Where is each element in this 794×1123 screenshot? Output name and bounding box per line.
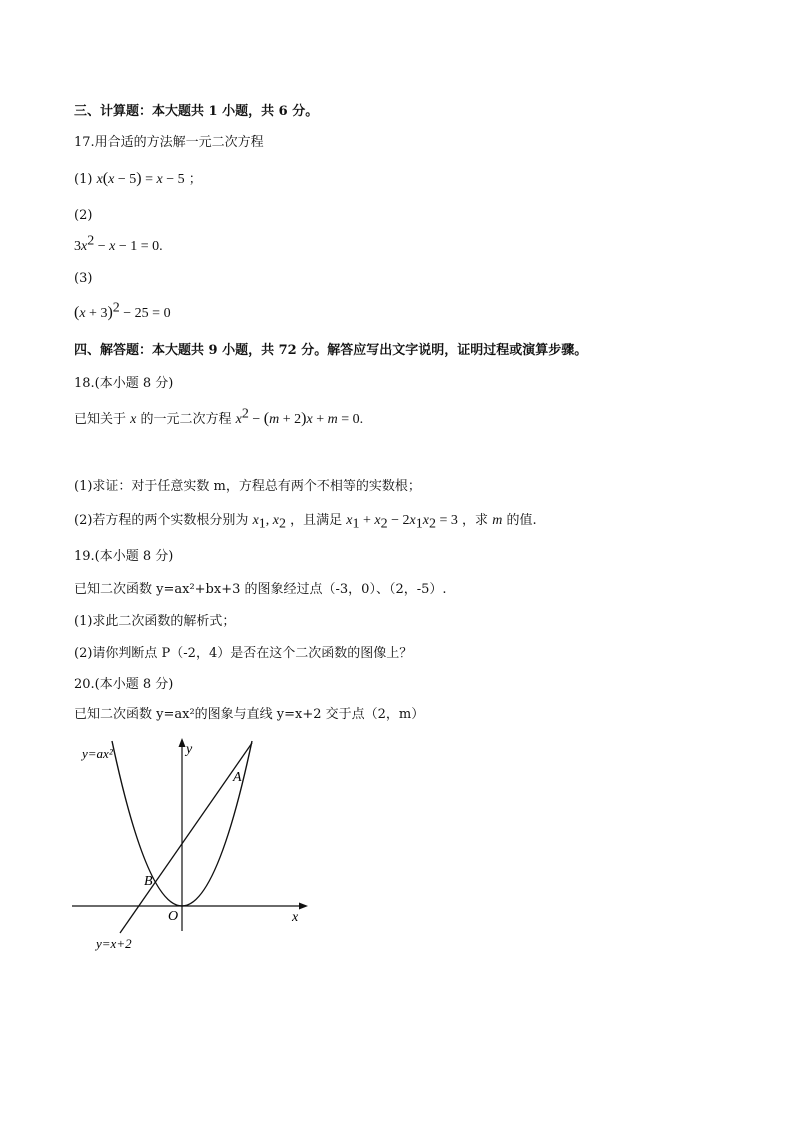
parabola-label: y=ax² (82, 746, 113, 761)
q17-part2-number: (2) (74, 208, 93, 223)
q20-title: 20.(本小题 8 分) (74, 677, 174, 692)
q17-equation-2: $3x^2 - x - 1 = 0$. (74, 233, 163, 254)
point-b-label: B (144, 874, 153, 889)
q20-stem: 已知二次函数 y=ax²的图象与直线 y=x+2 交于点（2，m） (74, 707, 425, 722)
q17-part3-number: (3) (74, 271, 93, 286)
q17-equation-3: $(x + 3)^2 - 25 = 0$ (74, 300, 171, 321)
q18-stem: 已知关于 x 的一元二次方程 $x^2 - (m + 2)x + m = 0$. (74, 406, 364, 427)
q17-part1-number: (1) (74, 172, 93, 187)
q19-stem: 已知二次函数 y=ax²+bx+3 的图象经过点（-3，0）、（2，-5）. (74, 582, 447, 597)
q17-part1: (1) x(x − 5) = x − 5 ； (74, 170, 202, 187)
q17-part2-tail: . (159, 239, 163, 254)
x-axis-arrow-icon (299, 903, 308, 910)
q18-condition: x (346, 513, 353, 528)
point-a-label: A (233, 770, 242, 785)
y-axis-label: y (186, 742, 193, 757)
q17-part1-tail: ； (188, 172, 202, 187)
y-axis-arrow-icon (179, 738, 186, 747)
q18-part1: (1)求证：对于任意实数 m，方程总有两个不相等的实数根； (74, 479, 421, 494)
q19-part1: (1)求此二次函数的解析式； (74, 614, 236, 629)
q20-figure (68, 733, 318, 955)
section-4-heading: 四、解答题：本大题共 9 小题，共 72 分。解答应写出文字说明，证明过程或演算步骤。 (74, 343, 588, 358)
q19-title: 19.(本小题 8 分) (74, 549, 174, 564)
line-label: y=x+2 (96, 936, 132, 951)
x-axis-label: x (292, 910, 299, 925)
q18-equation: x (235, 412, 242, 427)
q17-equation-1: x (96, 172, 103, 187)
q19-part2: (2)请你判断点 P（-2，4）是否在这个二次函数的图像上？ (74, 646, 413, 661)
q18-title: 18.(本小题 8 分) (74, 376, 174, 391)
origin-label: O (168, 909, 179, 924)
q17-title: 17.用合适的方法解一元二次方程 (74, 135, 264, 150)
q18-part2: (2)若方程的两个实数根分别为 $x_1$, $x_2$ ，且满足 $x_1 + x_2 - 2x_1x_2 = 3$ ，求 m 的值. (74, 513, 537, 532)
section-3-heading: 三、计算题：本大题共 1 小题，共 6 分。 (74, 104, 319, 119)
